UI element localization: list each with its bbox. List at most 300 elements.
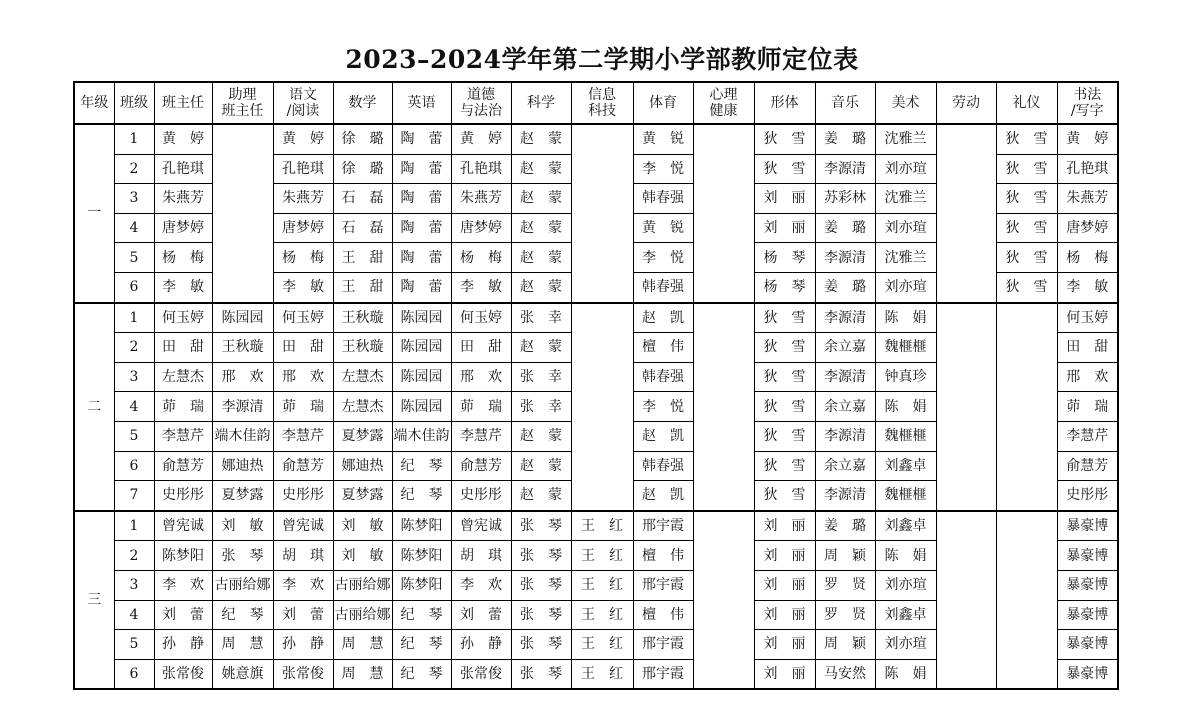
teacher-cell xyxy=(936,451,996,481)
teacher-cell: 刘亦瑄 xyxy=(875,272,936,302)
teacher-cell xyxy=(693,511,754,541)
teacher-cell: 邢 欢 xyxy=(1057,362,1118,392)
teacher-cell: 朱燕芳 xyxy=(1057,184,1118,214)
teacher-cell xyxy=(996,600,1057,630)
teacher-cell xyxy=(996,511,1057,541)
teacher-cell: 韩春强 xyxy=(633,184,693,214)
teacher-cell: 刘 蕾 xyxy=(154,600,212,630)
teacher-cell xyxy=(936,362,996,392)
teacher-cell: 邢宇霞 xyxy=(633,511,693,541)
teacher-cell: 石 磊 xyxy=(333,213,392,243)
teacher-cell: 李 悦 xyxy=(633,243,693,273)
teacher-cell xyxy=(571,333,633,363)
teacher-cell: 刘 丽 xyxy=(754,659,815,689)
teacher-cell: 田 甜 xyxy=(1057,333,1118,363)
teacher-cell xyxy=(996,303,1057,333)
teacher-cell: 李 悦 xyxy=(633,392,693,422)
teacher-cell: 左慧杰 xyxy=(333,362,392,392)
table-row xyxy=(74,541,1118,571)
column-header-line: 书法 xyxy=(1073,87,1102,103)
table-row xyxy=(74,659,1118,689)
teacher-cell: 刘 丽 xyxy=(754,541,815,571)
class-number-cell: 4 xyxy=(114,392,154,422)
teacher-cell: 张 幸 xyxy=(511,392,571,422)
class-number-cell: 2 xyxy=(114,541,154,571)
class-number-cell: 5 xyxy=(114,243,154,273)
teacher-cell xyxy=(571,362,633,392)
teacher-cell xyxy=(571,243,633,273)
teacher-cell: 左慧杰 xyxy=(333,392,392,422)
teacher-cell: 周 慧 xyxy=(333,630,392,660)
column-header-line: 健康 xyxy=(709,103,738,119)
teacher-cell: 李 敏 xyxy=(451,272,511,302)
teacher-cell: 狄 雪 xyxy=(754,303,815,333)
teacher-cell xyxy=(996,333,1057,363)
class-number-cell: 1 xyxy=(114,511,154,541)
teacher-cell: 纪 琴 xyxy=(392,600,451,630)
table-row xyxy=(74,154,1118,184)
teacher-cell: 李源清 xyxy=(815,243,875,273)
teacher-cell: 陈梦阳 xyxy=(392,570,451,600)
teacher-cell: 何玉婷 xyxy=(451,303,511,333)
table-row xyxy=(74,184,1118,214)
column-header-line: 音乐 xyxy=(831,95,859,111)
table-row xyxy=(74,481,1118,511)
teacher-cell: 俞慧芳 xyxy=(451,451,511,481)
teacher-cell: 胡 琪 xyxy=(273,541,333,571)
teacher-cell: 刘亦瑄 xyxy=(875,154,936,184)
column-header xyxy=(936,82,996,124)
column-header xyxy=(571,82,633,124)
teacher-cell: 魏榧榧 xyxy=(875,421,936,451)
teacher-cell: 茆 瑞 xyxy=(273,392,333,422)
teacher-cell xyxy=(936,124,996,154)
teacher-cell: 赵 蒙 xyxy=(511,451,571,481)
class-number-cell: 2 xyxy=(114,154,154,184)
teacher-cell: 刘 丽 xyxy=(754,184,815,214)
teacher-cell xyxy=(693,333,754,363)
teacher-cell: 黄 婷 xyxy=(154,124,212,154)
teacher-cell: 陶 蕾 xyxy=(392,154,451,184)
teacher-cell xyxy=(693,421,754,451)
teacher-cell: 赵 蒙 xyxy=(511,272,571,302)
teacher-cell: 王秋璇 xyxy=(212,333,273,363)
teacher-cell: 何玉婷 xyxy=(154,303,212,333)
teacher-cell: 姜 璐 xyxy=(815,124,875,154)
teacher-cell: 陶 蕾 xyxy=(392,213,451,243)
class-number-cell: 1 xyxy=(114,124,154,154)
column-header xyxy=(451,82,511,124)
teacher-cell: 罗 贤 xyxy=(815,600,875,630)
teacher-cell: 徐 璐 xyxy=(333,154,392,184)
teacher-cell: 杨 琴 xyxy=(754,243,815,273)
teacher-cell: 孔艳琪 xyxy=(154,154,212,184)
column-header-line: 班级 xyxy=(120,95,148,111)
teacher-cell: 姜 璐 xyxy=(815,511,875,541)
teacher-cell: 王 红 xyxy=(571,570,633,600)
teacher-cell: 赵 蒙 xyxy=(511,481,571,511)
column-header-line: /阅读 xyxy=(286,103,320,119)
teacher-cell xyxy=(693,570,754,600)
teacher-cell xyxy=(936,213,996,243)
teacher-cell: 王秋璇 xyxy=(333,303,392,333)
class-number-cell: 5 xyxy=(114,421,154,451)
teacher-cell: 张 琴 xyxy=(511,600,571,630)
teacher-cell: 田 甜 xyxy=(451,333,511,363)
teacher-cell: 王 甜 xyxy=(333,272,392,302)
teacher-cell: 张 琴 xyxy=(511,511,571,541)
teacher-cell: 杨 梅 xyxy=(273,243,333,273)
teacher-cell: 张 幸 xyxy=(511,362,571,392)
table-row xyxy=(74,630,1118,660)
teacher-cell xyxy=(571,303,633,333)
column-header-line: 劳动 xyxy=(952,95,980,111)
teacher-cell: 俞慧芳 xyxy=(154,451,212,481)
teacher-cell: 张 幸 xyxy=(511,303,571,333)
teacher-cell: 狄 雪 xyxy=(754,392,815,422)
teacher-cell: 田 甜 xyxy=(273,333,333,363)
teacher-cell: 孔艳琪 xyxy=(1057,154,1118,184)
table-row xyxy=(74,451,1118,481)
teacher-cell: 黄 婷 xyxy=(273,124,333,154)
teacher-cell: 马安然 xyxy=(815,659,875,689)
teacher-cell xyxy=(212,124,273,154)
teacher-cell: 魏榧榧 xyxy=(875,481,936,511)
teacher-cell: 苏彩林 xyxy=(815,184,875,214)
teacher-cell: 韩春强 xyxy=(633,451,693,481)
teacher-cell: 李 悦 xyxy=(633,154,693,184)
column-header-line: 心理 xyxy=(709,87,738,103)
teacher-cell: 刘鑫卓 xyxy=(875,600,936,630)
teacher-cell: 钟真珍 xyxy=(875,362,936,392)
teacher-cell: 史彤彤 xyxy=(451,481,511,511)
teacher-cell: 李 敏 xyxy=(273,272,333,302)
teacher-cell xyxy=(996,451,1057,481)
teacher-cell: 姜 璐 xyxy=(815,213,875,243)
column-header xyxy=(633,82,693,124)
teacher-cell: 朱燕芳 xyxy=(154,184,212,214)
teacher-cell xyxy=(936,570,996,600)
teacher-cell: 曾宪诚 xyxy=(451,511,511,541)
teacher-cell: 陈梦阳 xyxy=(154,541,212,571)
class-number-cell: 4 xyxy=(114,213,154,243)
teacher-cell: 曾宪诚 xyxy=(273,511,333,541)
teacher-cell: 刘 丽 xyxy=(754,570,815,600)
grade-cell: 三 xyxy=(74,511,114,690)
teacher-cell: 赵 蒙 xyxy=(511,243,571,273)
teacher-cell: 陈园园 xyxy=(392,303,451,333)
teacher-cell xyxy=(936,272,996,302)
teacher-cell: 孙 静 xyxy=(451,630,511,660)
teacher-cell xyxy=(996,481,1057,511)
teacher-cell xyxy=(996,421,1057,451)
column-header xyxy=(996,82,1057,124)
class-number-cell: 3 xyxy=(114,362,154,392)
teacher-cell: 孔艳琪 xyxy=(451,154,511,184)
class-number-cell: 1 xyxy=(114,303,154,333)
column-header-line: 与法治 xyxy=(460,103,502,119)
teacher-cell: 孙 静 xyxy=(154,630,212,660)
teacher-cell: 夏梦露 xyxy=(333,481,392,511)
teacher-cell: 杨 梅 xyxy=(154,243,212,273)
teacher-cell: 夏梦露 xyxy=(212,481,273,511)
grade-cell: 一 xyxy=(74,124,114,303)
teacher-cell xyxy=(571,421,633,451)
teacher-cell xyxy=(936,333,996,363)
teacher-cell: 狄 雪 xyxy=(754,362,815,392)
teacher-cell: 王 红 xyxy=(571,541,633,571)
class-number-cell: 5 xyxy=(114,630,154,660)
teacher-cell xyxy=(571,154,633,184)
teacher-cell: 刘 丽 xyxy=(754,630,815,660)
teacher-cell: 赵 蒙 xyxy=(511,184,571,214)
column-header-line: 形体 xyxy=(770,95,799,111)
teacher-cell: 李源清 xyxy=(815,421,875,451)
table-row xyxy=(74,303,1118,333)
table-row xyxy=(74,362,1118,392)
teacher-cell: 李 欢 xyxy=(451,570,511,600)
teacher-cell xyxy=(212,154,273,184)
teacher-cell: 李慧芹 xyxy=(451,421,511,451)
teacher-cell: 沈雅兰 xyxy=(875,184,936,214)
column-header-line: 班主任 xyxy=(221,103,264,119)
column-header xyxy=(333,82,392,124)
teacher-cell: 王 红 xyxy=(571,511,633,541)
teacher-cell: 田 甜 xyxy=(154,333,212,363)
teacher-cell: 邢 欢 xyxy=(212,362,273,392)
teacher-cell: 赵 蒙 xyxy=(511,333,571,363)
teacher-cell: 何玉婷 xyxy=(273,303,333,333)
table-row xyxy=(74,272,1118,302)
teacher-cell: 史彤彤 xyxy=(273,481,333,511)
teacher-cell xyxy=(693,243,754,273)
teacher-cell: 纪 琴 xyxy=(392,659,451,689)
teacher-cell: 石 磊 xyxy=(333,184,392,214)
teacher-cell xyxy=(996,570,1057,600)
teacher-cell: 唐梦婷 xyxy=(273,213,333,243)
teacher-cell: 唐梦婷 xyxy=(154,213,212,243)
teacher-cell: 李 欢 xyxy=(273,570,333,600)
column-header-line: /写字 xyxy=(1070,103,1104,119)
teacher-cell: 左慧杰 xyxy=(154,362,212,392)
teacher-cell: 史彤彤 xyxy=(1057,481,1118,511)
teacher-cell: 狄 雪 xyxy=(754,124,815,154)
teacher-cell: 赵 凯 xyxy=(633,481,693,511)
teacher-cell: 檀 伟 xyxy=(633,333,693,363)
teacher-cell xyxy=(996,630,1057,660)
teacher-cell: 唐梦婷 xyxy=(1057,213,1118,243)
teacher-cell: 余立嘉 xyxy=(815,392,875,422)
teacher-cell: 李慧芹 xyxy=(273,421,333,451)
teacher-cell: 茆 瑞 xyxy=(451,392,511,422)
teacher-cell: 唐梦婷 xyxy=(451,213,511,243)
teacher-cell: 李 敏 xyxy=(1057,272,1118,302)
teacher-cell xyxy=(212,213,273,243)
teacher-cell xyxy=(936,541,996,571)
column-header xyxy=(815,82,875,124)
teacher-cell: 周 颖 xyxy=(815,630,875,660)
teacher-cell xyxy=(212,243,273,273)
teacher-cell: 赵 凯 xyxy=(633,421,693,451)
table-row xyxy=(74,333,1118,363)
teacher-cell: 陶 蕾 xyxy=(392,272,451,302)
teacher-cell: 狄 雪 xyxy=(754,481,815,511)
teacher-cell xyxy=(571,451,633,481)
teacher-cell: 胡 琪 xyxy=(451,541,511,571)
teacher-cell: 周 颖 xyxy=(815,541,875,571)
teacher-cell: 张 琴 xyxy=(511,630,571,660)
teacher-cell: 张 琴 xyxy=(511,541,571,571)
teacher-cell xyxy=(996,659,1057,689)
teacher-cell: 姜 璐 xyxy=(815,272,875,302)
teacher-cell: 暴豪博 xyxy=(1057,630,1118,660)
teacher-cell: 古丽给娜 xyxy=(333,600,392,630)
teacher-cell xyxy=(571,184,633,214)
teacher-cell xyxy=(571,481,633,511)
teacher-cell: 张 琴 xyxy=(511,570,571,600)
teacher-cell: 孙 静 xyxy=(273,630,333,660)
teacher-cell: 狄 雪 xyxy=(754,451,815,481)
teacher-cell: 罗 贤 xyxy=(815,570,875,600)
teacher-cell xyxy=(996,392,1057,422)
teacher-cell: 杨 琴 xyxy=(754,272,815,302)
teacher-cell xyxy=(693,213,754,243)
teacher-cell xyxy=(693,272,754,302)
teacher-cell: 端木佳韵 xyxy=(392,421,451,451)
teacher-cell: 朱燕芳 xyxy=(451,184,511,214)
teacher-cell: 李慧芹 xyxy=(1057,421,1118,451)
teacher-cell: 陈园园 xyxy=(212,303,273,333)
table-row xyxy=(74,243,1118,273)
column-header xyxy=(875,82,936,124)
column-header xyxy=(114,82,154,124)
column-header-line: 语文 xyxy=(289,87,317,103)
teacher-cell: 陈 娟 xyxy=(875,392,936,422)
teacher-cell: 古丽给娜 xyxy=(212,570,273,600)
teacher-cell: 纪 琴 xyxy=(392,451,451,481)
teacher-cell: 刘亦瑄 xyxy=(875,213,936,243)
teacher-cell: 刘 丽 xyxy=(754,600,815,630)
column-header-line: 年级 xyxy=(80,95,109,111)
teacher-cell: 黄 婷 xyxy=(451,124,511,154)
teacher-cell: 邢 欢 xyxy=(273,362,333,392)
class-number-cell: 7 xyxy=(114,481,154,511)
teacher-cell: 黄 锐 xyxy=(633,213,693,243)
column-header-line: 体育 xyxy=(649,95,677,111)
teacher-cell: 刘亦瑄 xyxy=(875,630,936,660)
teacher-cell: 杨 梅 xyxy=(451,243,511,273)
table-row xyxy=(74,421,1118,451)
column-header-line: 礼仪 xyxy=(1012,95,1041,111)
teacher-cell: 陈园园 xyxy=(392,362,451,392)
teacher-cell: 狄 雪 xyxy=(754,421,815,451)
teacher-cell: 余立嘉 xyxy=(815,333,875,363)
teacher-cell: 杨 梅 xyxy=(1057,243,1118,273)
class-number-cell: 3 xyxy=(114,570,154,600)
table-row xyxy=(74,570,1118,600)
teacher-cell xyxy=(936,481,996,511)
teacher-cell: 王 红 xyxy=(571,600,633,630)
teacher-cell: 王 红 xyxy=(571,630,633,660)
teacher-cell: 何玉婷 xyxy=(1057,303,1118,333)
teacher-cell: 李 欢 xyxy=(154,570,212,600)
table-header-row xyxy=(74,82,1118,124)
column-header xyxy=(754,82,815,124)
table-body xyxy=(74,124,1118,689)
table-row xyxy=(74,124,1118,154)
teacher-cell xyxy=(693,154,754,184)
teacher-cell xyxy=(571,213,633,243)
teacher-cell xyxy=(693,184,754,214)
teacher-cell: 余立嘉 xyxy=(815,451,875,481)
teacher-cell: 曾宪诚 xyxy=(154,511,212,541)
teacher-cell: 黄 锐 xyxy=(633,124,693,154)
class-number-cell: 6 xyxy=(114,451,154,481)
teacher-cell: 李源清 xyxy=(212,392,273,422)
teacher-cell: 娜迪热 xyxy=(333,451,392,481)
teacher-cell: 檀 伟 xyxy=(633,541,693,571)
teacher-cell: 姚意旗 xyxy=(212,659,273,689)
column-header xyxy=(154,82,212,124)
column-header xyxy=(511,82,571,124)
teacher-cell: 狄 雪 xyxy=(996,243,1057,273)
column-header-line: 英语 xyxy=(407,95,436,111)
teacher-cell: 赵 蒙 xyxy=(511,124,571,154)
column-header-line: 助理 xyxy=(228,87,257,103)
teacher-cell: 李 敏 xyxy=(154,272,212,302)
teacher-cell: 张常俊 xyxy=(273,659,333,689)
column-header xyxy=(1057,82,1118,124)
teacher-cell: 李源清 xyxy=(815,154,875,184)
column-header xyxy=(693,82,754,124)
teacher-cell: 刘鑫卓 xyxy=(875,451,936,481)
teacher-cell: 陈 娟 xyxy=(875,303,936,333)
teacher-cell: 刘 丽 xyxy=(754,511,815,541)
teacher-cell: 刘 蕾 xyxy=(273,600,333,630)
teacher-cell: 刘 丽 xyxy=(754,213,815,243)
teacher-cell: 古丽给娜 xyxy=(333,570,392,600)
column-header-line: 科学 xyxy=(527,95,555,111)
teacher-cell xyxy=(571,392,633,422)
teacher-cell: 赵 蒙 xyxy=(511,213,571,243)
column-header xyxy=(392,82,451,124)
teacher-cell xyxy=(693,481,754,511)
teacher-cell: 徐 璐 xyxy=(333,124,392,154)
teacher-cell: 沈雅兰 xyxy=(875,243,936,273)
teacher-cell: 王 甜 xyxy=(333,243,392,273)
teacher-cell: 陈梦阳 xyxy=(392,511,451,541)
teacher-cell: 韩春强 xyxy=(633,362,693,392)
teacher-cell xyxy=(936,243,996,273)
teacher-cell: 狄 雪 xyxy=(754,333,815,363)
teacher-cell xyxy=(936,600,996,630)
teacher-cell: 李源清 xyxy=(815,303,875,333)
teacher-cell xyxy=(693,600,754,630)
teacher-cell xyxy=(936,511,996,541)
teacher-cell: 李慧芹 xyxy=(154,421,212,451)
class-number-cell: 6 xyxy=(114,272,154,302)
teacher-cell xyxy=(936,392,996,422)
teacher-cell: 纪 琴 xyxy=(392,630,451,660)
column-header-line: 美术 xyxy=(891,95,920,111)
teacher-cell xyxy=(571,272,633,302)
teacher-cell: 王 红 xyxy=(571,659,633,689)
teacher-cell: 刘 敏 xyxy=(333,541,392,571)
teacher-cell: 陈 娟 xyxy=(875,659,936,689)
teacher-cell: 陶 蕾 xyxy=(392,243,451,273)
page-title: 2023–2024学年第二学期小学部教师定位表 xyxy=(345,45,859,74)
teacher-cell: 暴豪博 xyxy=(1057,511,1118,541)
